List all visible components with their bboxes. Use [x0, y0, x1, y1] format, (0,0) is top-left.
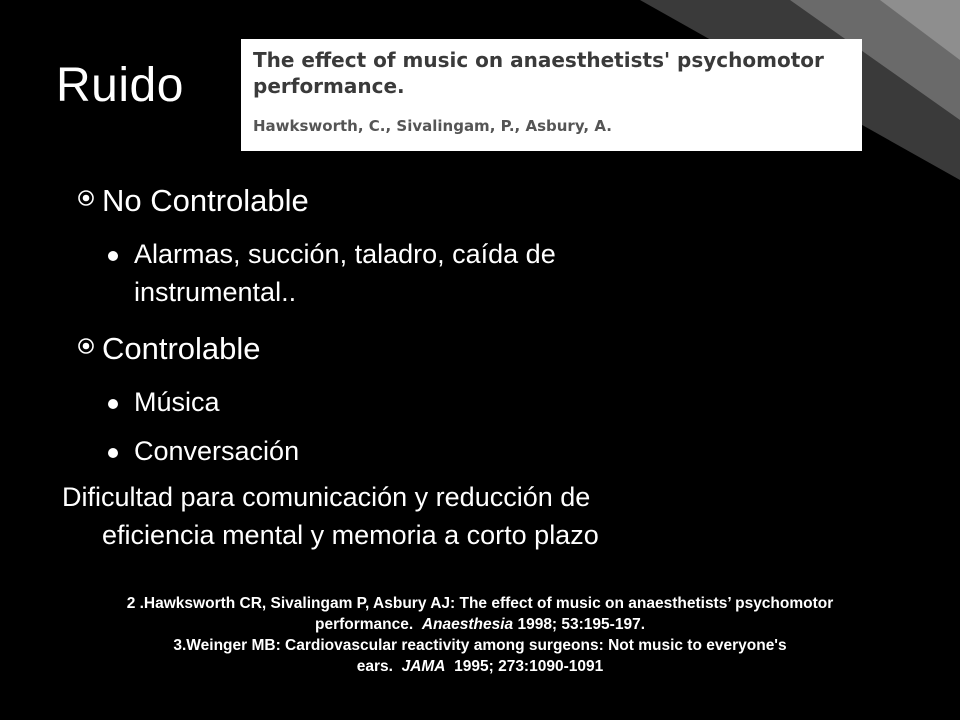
reference-1-journal: Anaesthesia	[421, 616, 514, 633]
paper-authors: Hawksworth, C., Sivalingam, P., Asbury, A.	[253, 117, 612, 135]
reference-2-journal: JAMA	[401, 658, 446, 675]
reference-2-part: ears.	[356, 658, 393, 675]
circled-dot-bullet-icon	[78, 338, 94, 354]
conclusion-paragraph	[62, 478, 599, 554]
reference-2-line1: 3.Weinger MB: Cardiovascular reactivity among surgeons: Not music to everyone's	[173, 637, 787, 654]
reference-1-part: performance.	[314, 616, 414, 633]
bullet-label: Controlable	[102, 331, 261, 366]
subbullet-text: Música	[134, 387, 220, 417]
dot-bullet-icon	[108, 251, 118, 261]
paper-title: The effect of music on anaesthetists' psychomotor performance.	[253, 48, 824, 98]
dot-bullet-icon	[108, 399, 118, 409]
subbullet-text: Conversación	[134, 436, 300, 466]
references	[0, 593, 960, 677]
paragraph-line1: Dificultad para comunicación y reducción de	[62, 482, 591, 512]
slide-title: Ruido	[56, 59, 184, 112]
circled-dot-bullet-icon	[78, 190, 94, 206]
reference-2-pages: 1995; 273:1090-1091	[454, 658, 604, 675]
dot-bullet-icon	[108, 448, 118, 458]
subbullet-line1: Alarmas, succión, taladro, caída de	[134, 239, 556, 269]
subbullet-line2: instrumental..	[134, 277, 297, 307]
bullet-label: No Controlable	[102, 183, 309, 218]
reference-1-line1: 2 .Hawksworth CR, Sivalingam P, Asbury AJ: The effect of music on anaesthetists’ psychomotor	[126, 595, 834, 612]
paragraph-line2: eficiencia mental y memoria a corto plazo	[102, 520, 599, 550]
paper-citation-image	[241, 39, 862, 151]
reference-1-line2	[0, 614, 960, 635]
reference-2-line2	[0, 656, 960, 677]
reference-1-pages: 1998; 53:195-197.	[517, 616, 645, 633]
